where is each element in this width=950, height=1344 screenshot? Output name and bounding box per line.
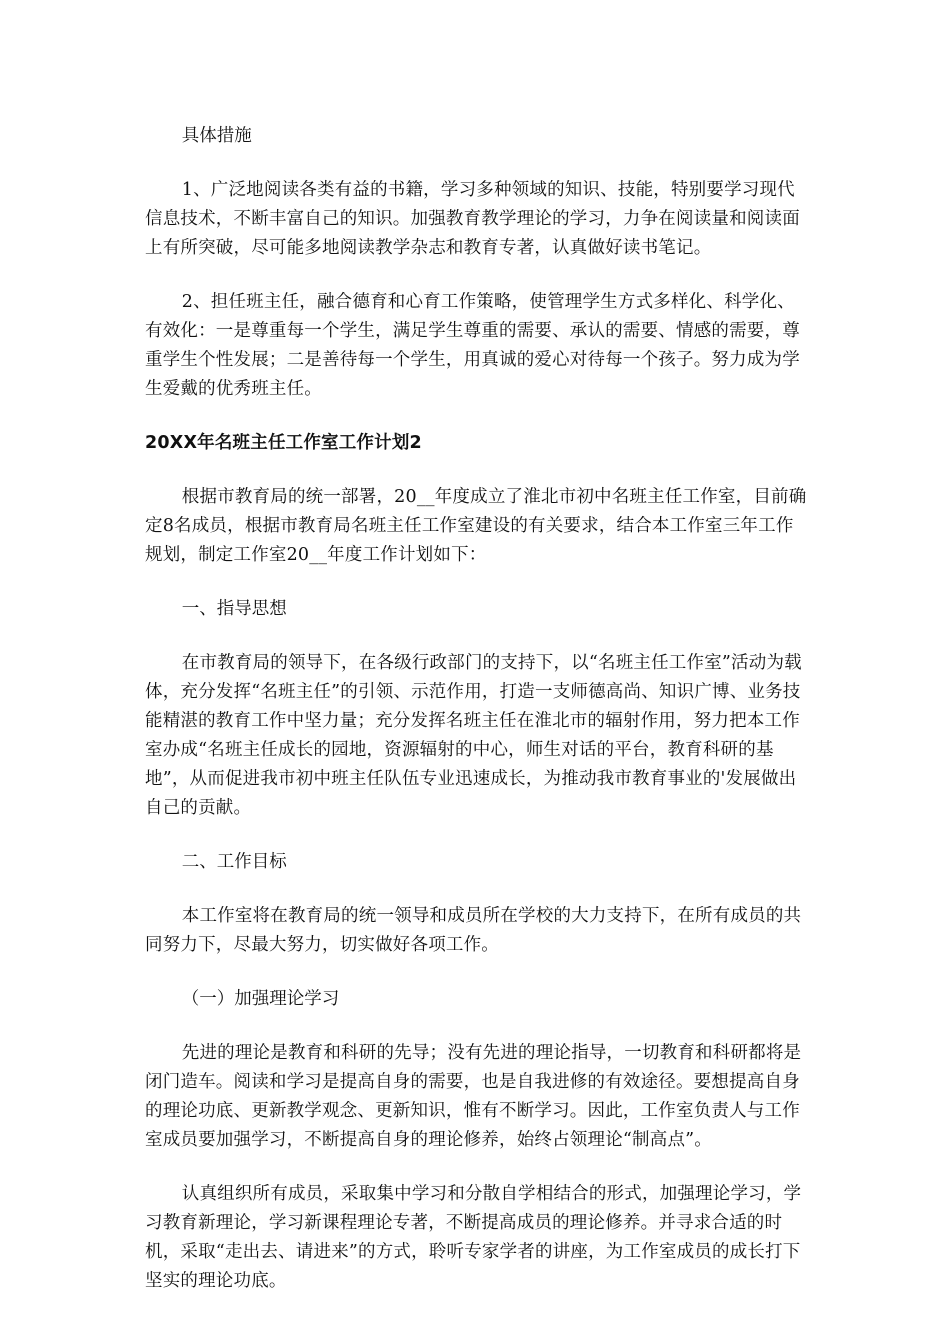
subsection-1-paragraph-1: 先进的理论是教育和科研的先导；没有先进的理论指导，一切教育和科研都将是闭门造车。阅读和学习是提高自身的需要，也是自我进修的有效途径。要想提高自身的理论功底、更新教学观念、更新知识，惟有不断学习。因此，工作室负责人与工作室成员要加强学习，不断提高自身的理论修养，始终占领理论“制高点”。 (145, 1043, 802, 1150)
section-1-paragraph: 在市教育局的领导下，在各级行政部门的支持下，以“名班主任工作室”活动为载体，充分发挥“名班主任”的引领、示范作用，打造一支师德高尚、知识广博、业务技能精湛的教育工作中坚力量；充分发挥名班主任在淮北市的辐射作用，努力把本工作室办成“名班主任成长的园地，资源辐射的中心，师生对话的平台，教育科研的基地”，从而促进我市初中班主任队伍专业迅速成长，为推动我市教育事业的'发展做出自己的贡献。 (145, 653, 802, 818)
plan-heading: 20XX年名班主任工作室工作计划2 (145, 433, 422, 453)
measures-title: 具体措施 (181, 126, 252, 146)
intro-paragraph: 根据市教育局的统一部署，20__年度成立了淮北市初中名班主任工作室，目前确定8名成员，根据市教育局名班主任工作室建设的有关要求，结合本工作室三年工作规划，制定工作室20__年度工作计划如下： (145, 487, 807, 565)
document-body (145, 122, 810, 1296)
section-1-title: 一、指导思想 (181, 599, 287, 619)
measure-paragraph-2: 2、担任班主任，融合德育和心育工作策略，使管理学生方式多样化、科学化、有效化：一是尊重每一个学生，满足学生尊重的需要、承认的需要、情感的需要，尊重学生个性发展；二是善待每一个学生，用真诚的爱心对待每一个孩子。努力成为学生爱戴的优秀班主任。 (145, 292, 800, 399)
section-2-title: 二、工作目标 (181, 852, 287, 872)
subsection-1-paragraph-2: 认真组织所有成员，采取集中学习和分散自学相结合的形式，加强理论学习，学习教育新理论，学习新课程理论专著，不断提高成员的理论修养。并寻求合适的时机，采取“走出去、请进来”的方式，聆听专家学者的讲座，为工作室成员的成长打下坚实的理论功底。 (145, 1184, 802, 1291)
subsection-1-title: （一）加强理论学习 (181, 989, 340, 1009)
measure-paragraph-1: 1、广泛地阅读各类有益的书籍，学习多种领域的知识、技能，特别要学习现代信息技术，不断丰富自己的知识。加强教育教学理论的学习，力争在阅读量和阅读面上有所突破，尽可能多地阅读教学杂志和教育专著，认真做好读书笔记。 (145, 180, 800, 258)
section-2-paragraph: 本工作室将在教育局的统一领导和成员所在学校的大力支持下，在所有成员的共同努力下，尽最大努力，切实做好各项工作。 (145, 906, 802, 955)
